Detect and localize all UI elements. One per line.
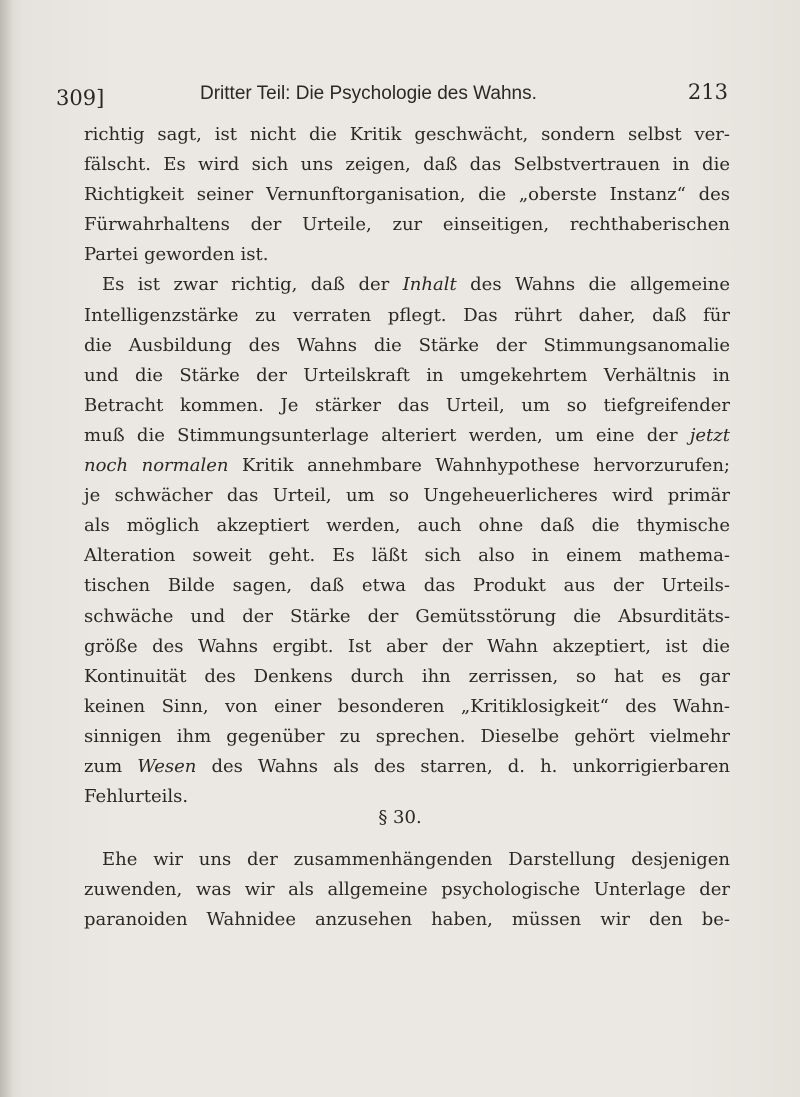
body-text xyxy=(84,120,730,812)
emphasis-noch-normalen: noch normalen xyxy=(84,455,229,477)
text-line: größe des Wahns ergibt. Ist aber der Wahn akzeptiert, ist die xyxy=(84,635,730,657)
text-line: und die Stärke der Urteilskraft in umgekehrtem Verhältnis in xyxy=(84,364,730,386)
text-line: Alteration soweit geht. Es läßt sich also in einem mathema- xyxy=(84,545,730,567)
text-line: Kontinuität des Denkens durch ihn zerrissen, so hat es gar xyxy=(84,665,730,687)
page-number: 213 xyxy=(687,80,728,104)
page-number-bracket: 309] xyxy=(56,86,105,110)
running-header xyxy=(56,80,728,112)
text-line: paranoiden Wahnidee anzusehen haben, müssen wir den be- xyxy=(84,909,730,931)
text-line: Ehe wir uns der zusammenhängenden Darstellung desjenigen xyxy=(102,849,730,870)
text-line: schwäche und der Stärke der Gemütsstörung die Absurditäts- xyxy=(84,605,730,627)
text-line: Fürwahrhaltens der Urteile, zur einseitigen, rechthaberischen xyxy=(84,214,730,236)
text-line: Richtigkeit seiner Vernunftorganisation, die „oberste Instanz“ des xyxy=(84,184,730,206)
text-line: Partei geworden ist. xyxy=(84,244,269,266)
text-line: richtig sagt, ist nicht die Kritik geschwächt, sondern selbst ver- xyxy=(84,124,730,145)
emphasis-jetzt: jetzt xyxy=(689,424,730,446)
text-line: je schwächer das Urteil, um so Ungeheuerlicheres wird primär xyxy=(84,485,730,507)
section-body-text xyxy=(84,845,730,935)
section-heading: § 30. xyxy=(378,807,422,828)
text-line: noch normalen Kritik annehmbare Wahnhypothese hervorzurufen; xyxy=(84,455,730,477)
text-line: zuwenden, was wir als allgemeine psychologische Unterlage der xyxy=(84,879,730,901)
text-line: fälscht. Es wird sich uns zeigen, daß das Selbstvertrauen in die xyxy=(84,154,730,176)
book-spine-shadow xyxy=(0,0,12,1097)
text-line: Intelligenzstärke zu verraten pflegt. Das rührt daher, daß für xyxy=(84,304,730,326)
emphasis-inhalt: Inhalt xyxy=(402,274,457,296)
emphasis-wesen: Wesen xyxy=(137,755,197,777)
running-title: Dritter Teil: Die Psychologie des Wahns. xyxy=(200,83,537,104)
text-line: Es ist zwar richtig, daß der Inhalt des Wahns die allgemeine xyxy=(102,274,730,296)
text-line: sinnigen ihm gegenüber zu sprechen. Dieselbe gehört vielmehr xyxy=(84,725,730,747)
text-line: keinen Sinn, von einer besonderen „Kritiklosigkeit“ des Wahn- xyxy=(84,695,730,717)
text-line: muß die Stimmungsunterlage alteriert werden, um eine der jetzt xyxy=(84,424,730,446)
text-line: Betracht kommen. Je stärker das Urteil, um so tiefgreifender xyxy=(84,394,730,416)
text-line: als möglich akzeptiert werden, auch ohne daß die thymische xyxy=(84,515,730,537)
text-line: die Ausbildung des Wahns die Stärke der Stimmungsanomalie xyxy=(84,334,730,356)
text-line: tischen Bilde sagen, daß etwa das Produkt aus der Urteils- xyxy=(84,575,730,597)
text-line: Fehlurteils. xyxy=(84,786,189,808)
text-line: zum Wesen des Wahns als des starren, d. h. unkorrigierbaren xyxy=(84,755,730,777)
